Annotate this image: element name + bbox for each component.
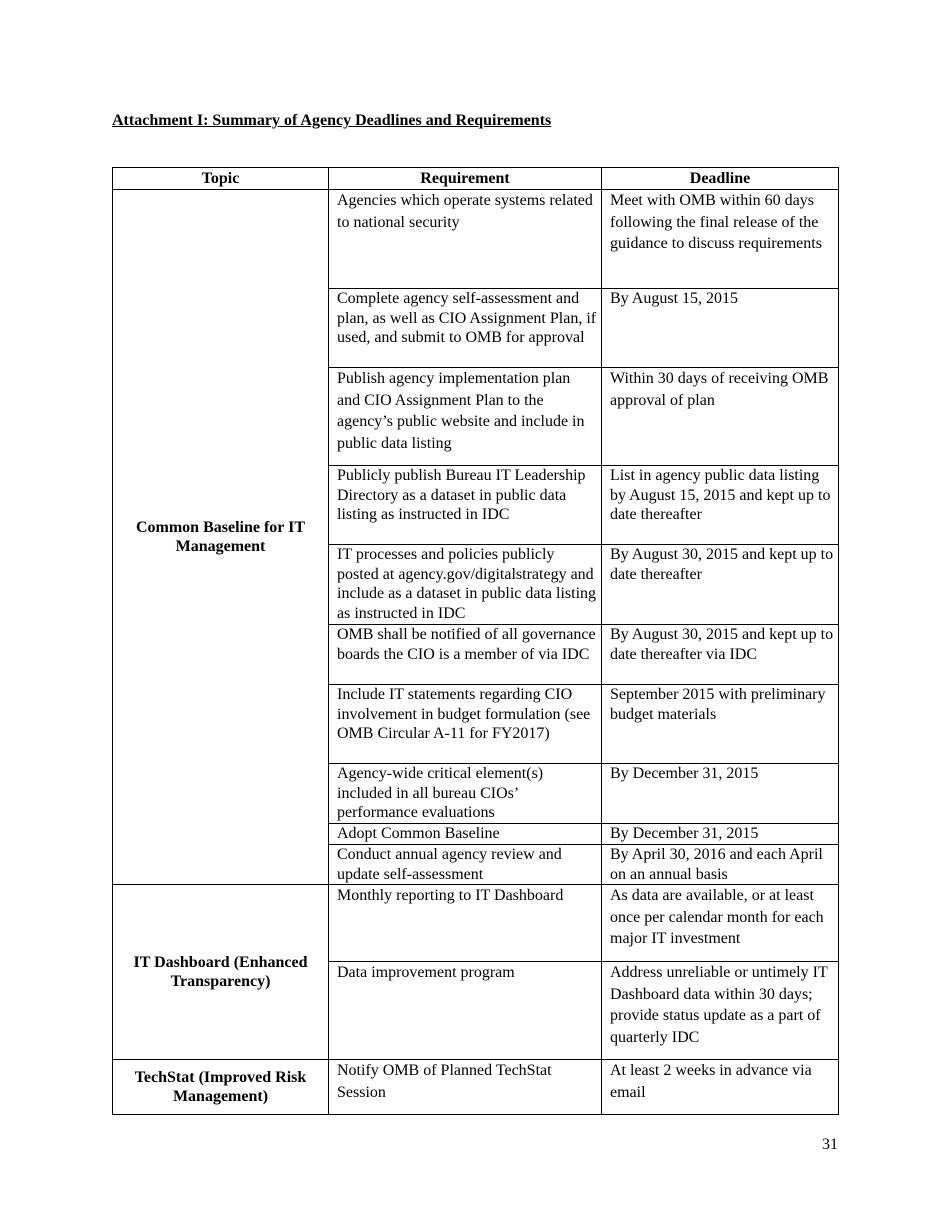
- header-deadline: Deadline: [602, 168, 839, 190]
- deadline-cell: As data are available, or at least once per calendar month for each major IT investment: [602, 885, 839, 962]
- deadline-cell: Meet with OMB within 60 days following the final release of the guidance to discuss requirements: [602, 190, 839, 289]
- table-row: [113, 1060, 839, 1115]
- requirement-cell: Agencies which operate systems related to national security: [329, 190, 602, 289]
- table-row: [113, 885, 839, 962]
- document-title: Attachment I: Summary of Agency Deadlines and Requirements: [112, 112, 552, 129]
- deadline-cell: By December 31, 2015: [602, 824, 839, 845]
- deadline-cell: At least 2 weeks in advance via email: [602, 1060, 839, 1115]
- requirement-cell: Publicly publish Bureau IT Leadership Directory as a dataset in public data listing as instructed in IDC: [329, 466, 602, 545]
- topic-cell: IT Dashboard (Enhanced Transparency): [113, 885, 329, 1060]
- deadline-cell: Address unreliable or untimely IT Dashboard data within 30 days; provide status update as a part of quarterly IDC: [602, 962, 839, 1060]
- deadline-cell: By December 31, 2015: [602, 764, 839, 824]
- topic-cell: Common Baseline for IT Management: [113, 190, 329, 885]
- requirement-cell: Agency-wide critical element(s) included in all bureau CIOs’ performance evaluations: [329, 764, 602, 824]
- requirement-cell: OMB shall be notified of all governance boards the CIO is a member of via IDC: [329, 625, 602, 685]
- page-number: 31: [822, 1136, 838, 1153]
- deadline-cell: By August 30, 2015 and kept up to date thereafter via IDC: [602, 625, 839, 685]
- requirement-cell: IT processes and policies publicly posted at agency.gov/digitalstrategy and include as a dataset in public data listing as instructed in IDC: [329, 545, 602, 625]
- requirement-cell: Complete agency self-assessment and plan, as well as CIO Assignment Plan, if used, and submit to OMB for approval: [329, 289, 602, 368]
- deadline-cell: Within 30 days of receiving OMB approval of plan: [602, 368, 839, 466]
- requirement-cell: Notify OMB of Planned TechStat Session: [329, 1060, 602, 1115]
- deadline-cell: By April 30, 2016 and each April on an annual basis: [602, 845, 839, 885]
- requirement-cell: Conduct annual agency review and update self-assessment: [329, 845, 602, 885]
- requirement-cell: Monthly reporting to IT Dashboard: [329, 885, 602, 962]
- topic-cell: TechStat (Improved Risk Management): [113, 1060, 329, 1115]
- header-topic: Topic: [113, 168, 329, 190]
- deadline-cell: List in agency public data listing by August 15, 2015 and kept up to date thereafter: [602, 466, 839, 545]
- table-header-row: [113, 168, 839, 190]
- requirement-cell: Data improvement program: [329, 962, 602, 1060]
- requirement-cell: Publish agency implementation plan and CIO Assignment Plan to the agency’s public website and include in public data listing: [329, 368, 602, 466]
- header-requirement: Requirement: [329, 168, 602, 190]
- deadline-cell: By August 30, 2015 and kept up to date thereafter: [602, 545, 839, 625]
- requirement-cell: Adopt Common Baseline: [329, 824, 602, 845]
- deadline-cell: By August 15, 2015: [602, 289, 839, 368]
- deadline-cell: September 2015 with preliminary budget materials: [602, 685, 839, 764]
- requirement-cell: Include IT statements regarding CIO involvement in budget formulation (see OMB Circular A-11 for FY2017): [329, 685, 602, 764]
- table-row: [113, 190, 839, 289]
- deadlines-table: [112, 167, 839, 1115]
